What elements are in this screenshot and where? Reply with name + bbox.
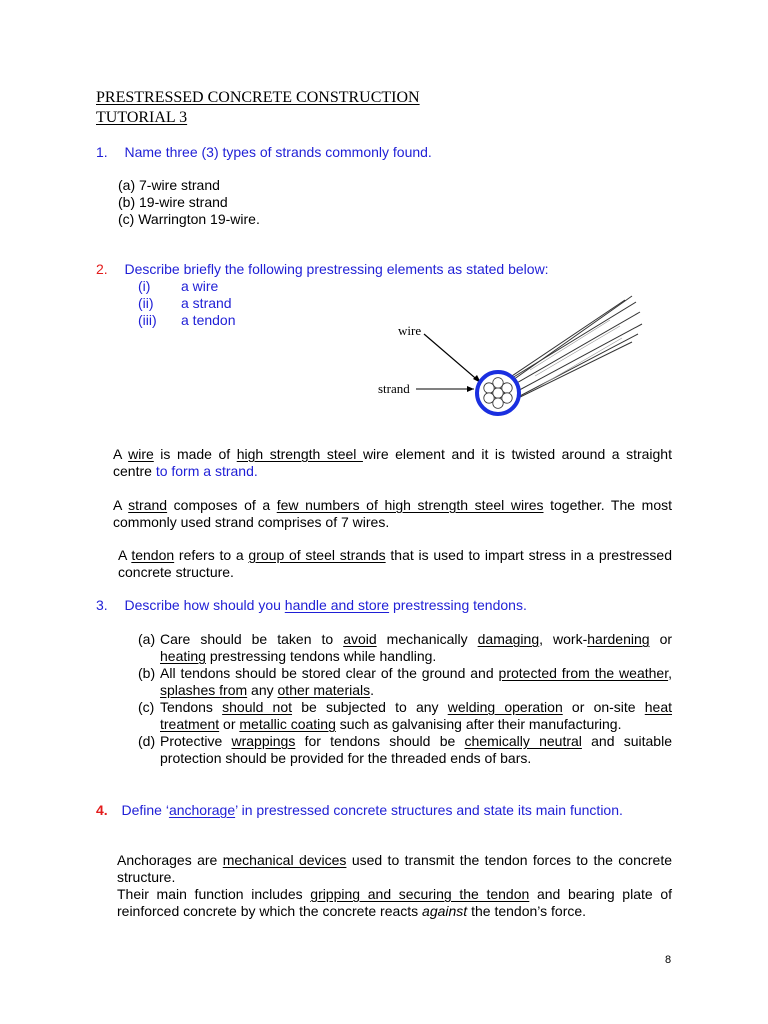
text-run: A xyxy=(113,497,129,513)
sub-item-text: a strand xyxy=(181,295,232,311)
text-run: is made of xyxy=(153,446,237,462)
wire-answer-line-1 xyxy=(113,446,672,463)
text-run: Protective xyxy=(160,733,232,749)
answer-line: (c) Warrington 19-wire. xyxy=(118,211,260,227)
text-run: , work- xyxy=(539,631,588,647)
key-term: group of steel strands xyxy=(248,547,386,563)
strand-diagram-svg xyxy=(370,290,660,430)
key-term: damaging xyxy=(477,631,540,647)
text-run: . xyxy=(370,682,374,698)
key-term: mechanical devices xyxy=(222,852,347,868)
item-b-line-2 xyxy=(160,682,374,699)
text-run: together. The most xyxy=(543,497,672,513)
question-4 xyxy=(96,802,623,819)
item-d-line-2: protection should be provided for the threaded ends of bars. xyxy=(160,750,532,766)
key-term: few numbers of high strength steel wires xyxy=(276,497,544,513)
text-run: All tendons should be stored clear of the ground and xyxy=(160,665,499,681)
item-b-line-1 xyxy=(160,665,672,682)
key-term: hardening xyxy=(587,631,650,647)
text-run: any xyxy=(247,682,278,698)
key-term: other materials xyxy=(277,682,371,698)
text-run: the tendon’s force. xyxy=(467,903,587,919)
text-run: Care should be taken to xyxy=(160,631,344,647)
key-term: avoid xyxy=(343,631,377,647)
question-number: 4. xyxy=(96,802,108,818)
item-label: (b) xyxy=(138,665,156,681)
item-c-line-1 xyxy=(160,699,672,716)
text-run: A xyxy=(113,446,129,462)
sub-item-text: a wire xyxy=(181,278,219,294)
sub-item-text: a tendon xyxy=(181,312,236,328)
key-term: treatment xyxy=(160,716,220,732)
document-subtitle: TUTORIAL 3 xyxy=(96,109,188,126)
text-run: mechanically xyxy=(376,631,478,647)
key-term: chemically neutral xyxy=(464,733,582,749)
wire-label: wire xyxy=(398,323,422,338)
text-run: composes of a xyxy=(167,497,277,513)
strand-answer-line-2: commonly used strand comprises of 7 wires. xyxy=(113,514,390,530)
wire-answer-line-2 xyxy=(113,463,258,480)
text-run: and suitable xyxy=(581,733,672,749)
text-run: used to transmit the tendon forces to the concrete xyxy=(346,852,673,868)
text-run: Anchorages are xyxy=(117,852,223,868)
text-run: reinforced concrete by which the concrete reacts xyxy=(117,903,423,919)
key-term: wire xyxy=(128,446,154,462)
key-term: should not xyxy=(222,699,293,715)
text-run: or xyxy=(649,631,673,647)
text-run: such as galvanising after their manufacturing. xyxy=(335,716,622,732)
text-run: be subjected to any xyxy=(292,699,448,715)
q4-answer-line-4 xyxy=(117,903,586,920)
text-run: A xyxy=(118,547,132,563)
tendon-answer-line-1 xyxy=(118,547,672,564)
item-c-line-2 xyxy=(160,716,621,733)
question-text: ’ in prestressed concrete structures and state its main function. xyxy=(235,802,623,818)
item-label: (a) xyxy=(138,631,156,647)
question-number: 1. xyxy=(96,144,108,160)
text-run: or xyxy=(219,716,240,732)
question-2 xyxy=(96,261,549,278)
sub-item-number: (ii) xyxy=(138,295,154,311)
item-a-line-1 xyxy=(160,631,672,648)
key-term: splashes from xyxy=(160,682,248,698)
key-term: protected from the weather xyxy=(498,665,669,681)
item-label: (c) xyxy=(138,699,155,715)
text-run: , xyxy=(668,665,672,681)
text-run: Tendons xyxy=(160,699,223,715)
question-text: prestressing tendons. xyxy=(389,597,527,613)
question-number: 2. xyxy=(96,261,108,277)
item-d-line-1 xyxy=(160,733,672,750)
text-run: centre xyxy=(113,463,156,479)
sub-item-number: (iii) xyxy=(138,312,157,328)
q4-answer-line-3 xyxy=(117,886,672,903)
sub-item-number: (i) xyxy=(138,278,151,294)
question-3 xyxy=(96,597,527,614)
strand-answer-line-1 xyxy=(113,497,672,514)
answer-line: (b) 19-wire strand xyxy=(118,194,228,210)
answer-line: (a) 7-wire strand xyxy=(118,177,220,193)
key-term: heating xyxy=(160,648,206,664)
question-number: 3. xyxy=(96,597,108,613)
key-term: strand xyxy=(128,497,168,513)
text-run: for tendons should be xyxy=(295,733,465,749)
text-run: or on-site xyxy=(562,699,645,715)
q4-answer-line-1 xyxy=(117,852,672,869)
text-run: and bearing plate of xyxy=(529,886,673,902)
key-term: gripping and securing the tendon xyxy=(310,886,530,902)
text-run: to form a strand. xyxy=(155,463,258,479)
page-number: 8 xyxy=(665,954,672,966)
question-text: Describe how should you xyxy=(124,597,285,613)
emphasis-term: against xyxy=(422,903,468,919)
q4-answer-line-2: structure. xyxy=(117,869,176,885)
question-1 xyxy=(96,144,432,161)
text-run: wire element and it is twisted around a straight xyxy=(362,446,672,462)
key-term: high strength steel xyxy=(236,446,363,462)
document-title: PRESTRESSED CONCRETE CONSTRUCTION xyxy=(96,89,420,106)
question-key-term: anchorage xyxy=(168,802,236,818)
question-text: Describe briefly the following prestressing elements as stated below: xyxy=(124,261,549,277)
key-term: metallic coating xyxy=(239,716,336,732)
strand-label: strand xyxy=(378,381,410,396)
strand-diagram xyxy=(370,290,660,430)
text-run: prestressing tendons while handling. xyxy=(205,648,437,664)
question-key-term: handle and store xyxy=(284,597,390,613)
key-term: tendon xyxy=(131,547,175,563)
question-text: Name three (3) types of strands commonly found. xyxy=(124,144,432,160)
key-term: heat xyxy=(644,699,673,715)
text-run: Their main function includes xyxy=(117,886,311,902)
text-run: that is used to impart stress in a prestressed xyxy=(385,547,672,563)
item-a-line-2 xyxy=(160,648,436,665)
question-text: Define ‘ xyxy=(121,802,169,818)
key-term: welding operation xyxy=(447,699,563,715)
text-run: refers to a xyxy=(174,547,249,563)
tendon-answer-line-2: concrete structure. xyxy=(118,564,234,580)
item-label: (d) xyxy=(138,733,156,749)
key-term: wrappings xyxy=(231,733,296,749)
